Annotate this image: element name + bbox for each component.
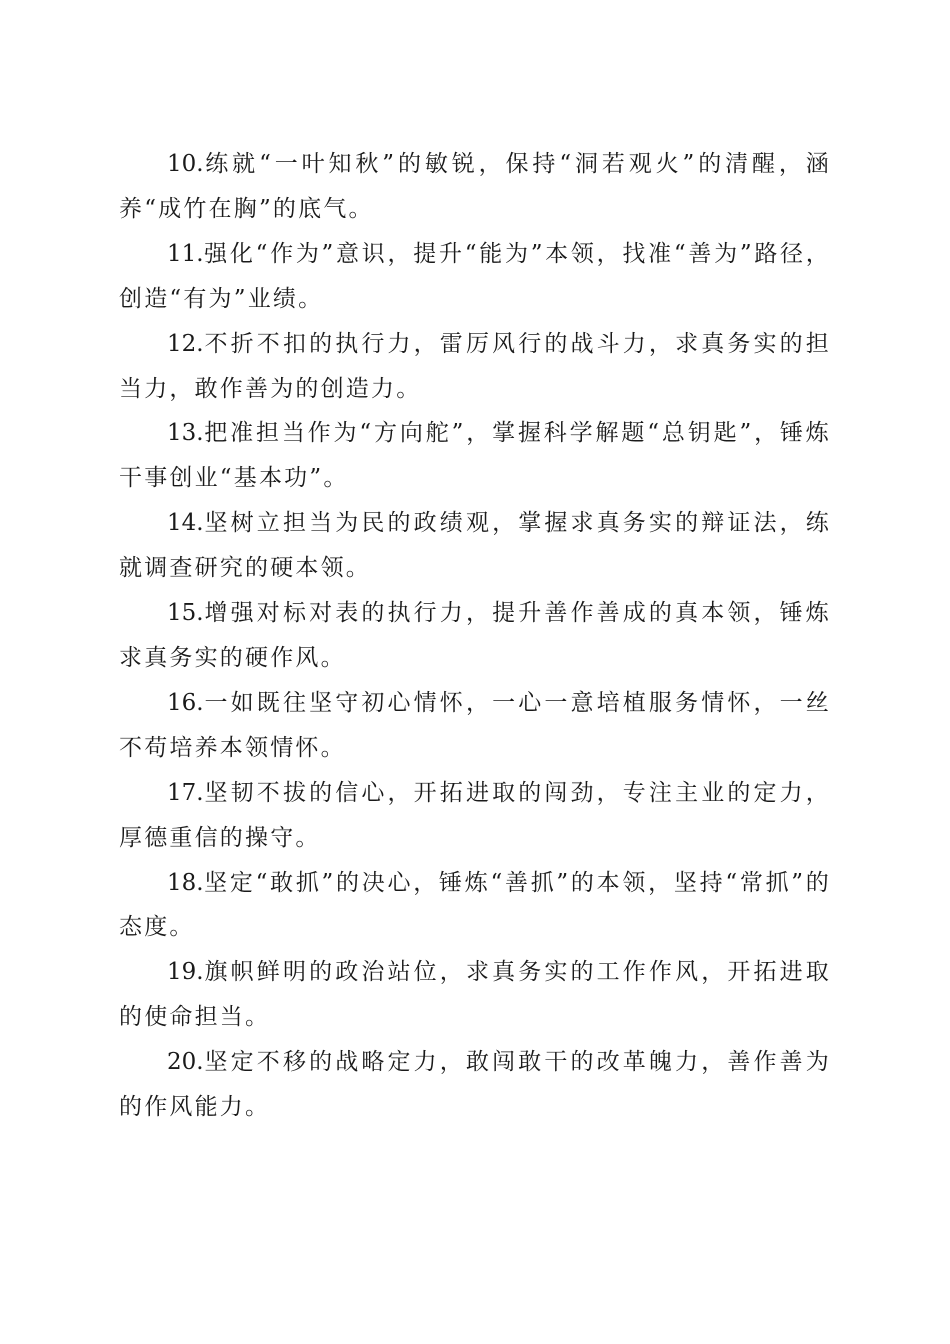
item-number: 20. <box>167 1049 204 1076</box>
item-number: 12. <box>167 330 204 357</box>
item-text: 不折不扣的执行力，雷厉风行的战斗力，求真务实的担当力，敢作善为的创造力。 <box>119 330 831 402</box>
item-text: 旗帜鲜明的政治站位，求真务实的工作作风，开拓进取的使命担当。 <box>119 959 831 1031</box>
item-text: 坚定不移的战略定力，敢闯敢干的改革魄力，善作善为的作风能力。 <box>119 1049 831 1121</box>
list-item <box>119 322 831 412</box>
item-text: 强化“作为”意识，提升“能为”本领，找准“善为”路径，创造“有为”业绩。 <box>119 240 831 312</box>
item-text: 练就“一叶知秋”的敏锐，保持“洞若观火”的清醒，涵养“成竹在胸”的底气。 <box>119 151 831 222</box>
item-number: 17. <box>167 779 204 806</box>
list-item <box>119 771 831 861</box>
item-text: 增强对标对表的执行力，提升善作善成的真本领，锤炼求真务实的硬作风。 <box>119 600 831 671</box>
item-text: 坚树立担当为民的政绩观，掌握求真务实的辩证法，练就调查研究的硬本领。 <box>119 510 831 582</box>
list-item <box>119 501 831 591</box>
list-item <box>119 591 831 681</box>
item-text: 把准担当作为“方向舵”，掌握科学解题“总钥匙”，锤炼干事创业“基本功”。 <box>119 420 831 492</box>
list-item <box>119 142 831 232</box>
list-item <box>119 411 831 501</box>
item-number: 10. <box>167 151 204 177</box>
list-item <box>119 232 831 322</box>
item-text: 坚韧不拔的信心，开拓进取的闯劲，专注主业的定力，厚德重信的操守。 <box>119 779 831 851</box>
list-item <box>119 681 831 771</box>
item-number: 14. <box>167 510 204 537</box>
item-number: 18. <box>167 869 204 896</box>
item-number: 13. <box>167 420 204 447</box>
item-text: 一如既往坚守初心情怀，一心一意培植服务情怀，一丝不苟培养本领情怀。 <box>119 689 831 761</box>
document-body <box>119 142 831 1130</box>
list-item <box>119 1040 831 1130</box>
item-text: 坚定“敢抓”的决心，锤炼“善抓”的本领，坚持“常抓”的态度。 <box>119 869 831 941</box>
list-item <box>119 861 831 951</box>
list-item <box>119 950 831 1040</box>
item-number: 11. <box>167 240 204 267</box>
item-number: 15. <box>167 600 204 627</box>
item-number: 19. <box>167 959 204 986</box>
item-number: 16. <box>167 689 204 716</box>
